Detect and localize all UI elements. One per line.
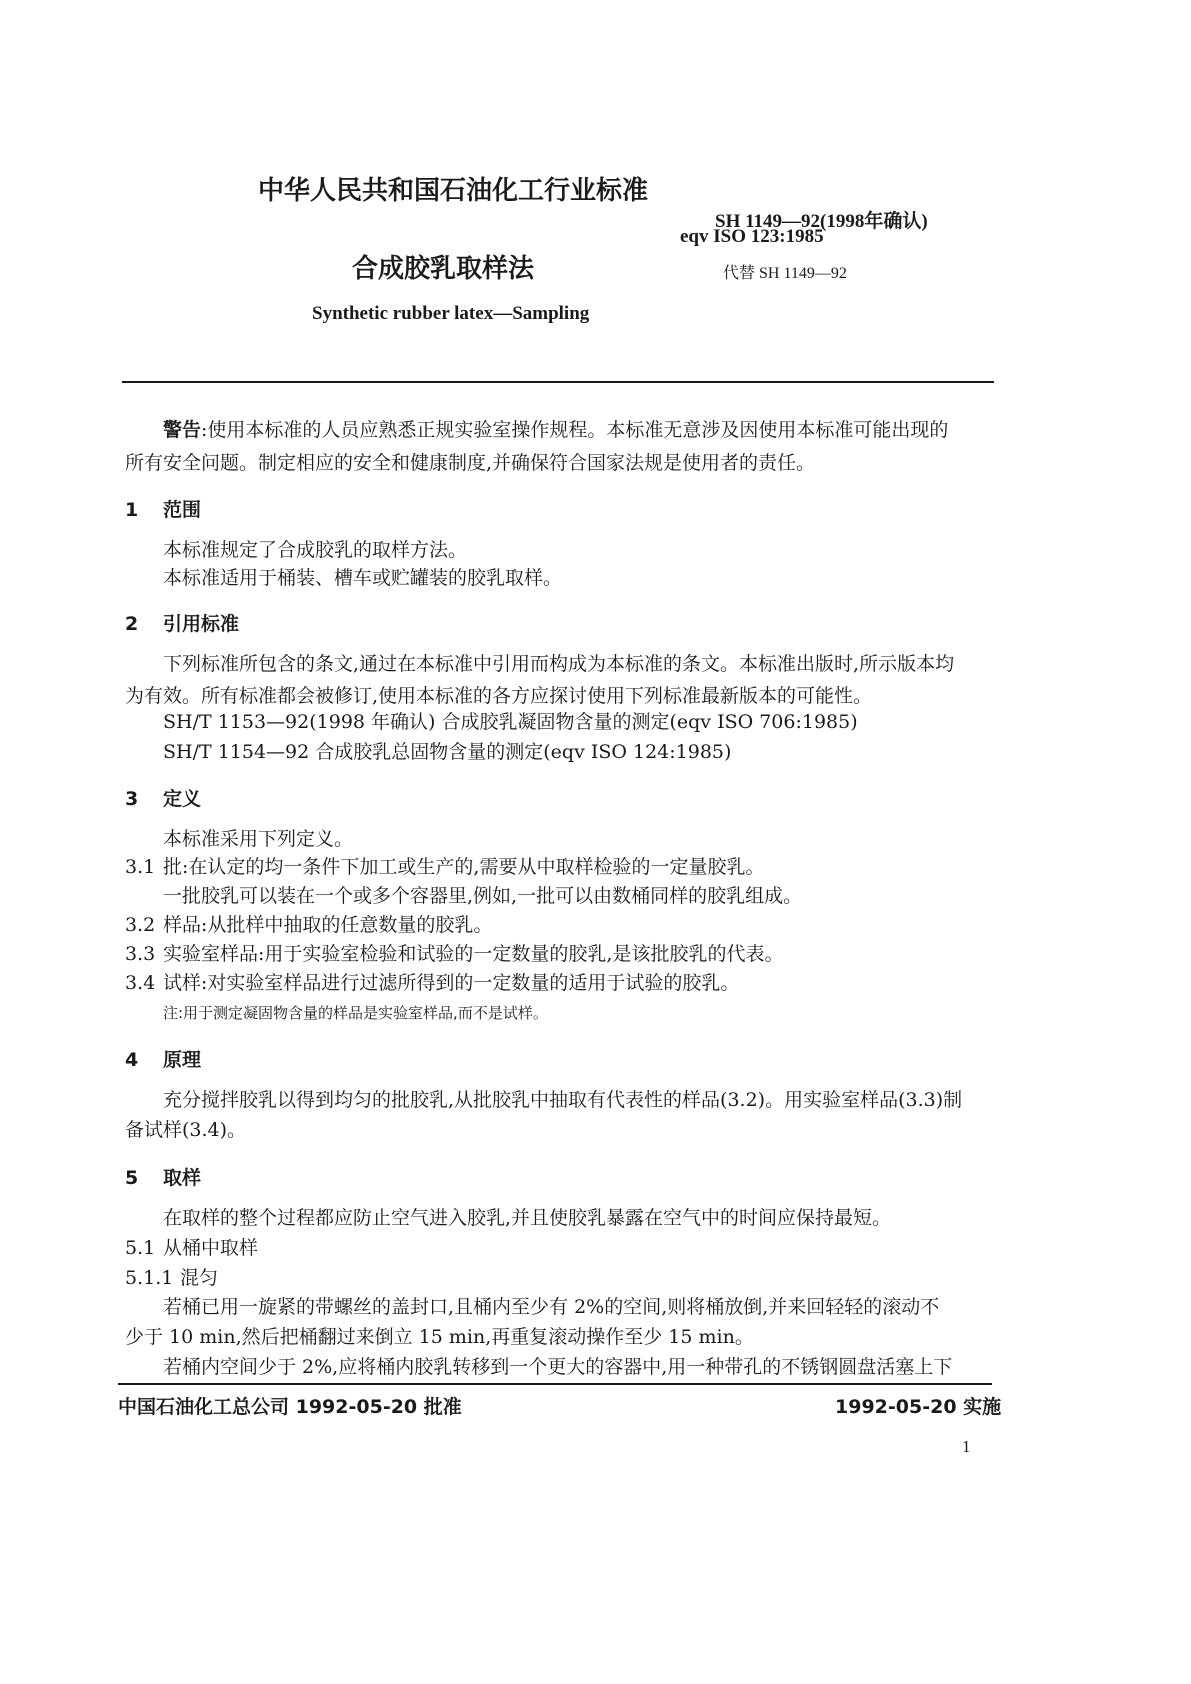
section-2-heading: 2 引用标准 [125, 613, 240, 635]
definition-3-1-continued: 一批胶乳可以装在一个或多个容器里,例如,一批可以由数桶同样的胶乳组成。 [163, 885, 803, 907]
section-1-para-2: 本标准适用于桶装、槽车或贮罐装的胶乳取样。 [163, 567, 563, 589]
section-5-para-2a: 若桶已用一旋紧的带螺丝的盖封口,且桶内至少有 2%的空间,则将桶放倒,并来回轻轻的滚动不 [163, 1296, 940, 1318]
issuing-body-title: 中华人民共和国石油化工行业标准 [258, 176, 649, 206]
document-title: 合成胶乳取样法 [352, 254, 535, 284]
warning-line-2: 所有安全问题。制定相应的安全和健康制度,并确保符合国家法规是使用者的责任。 [125, 452, 816, 474]
section-5-para-3: 若桶内空间少于 2%,应将桶内胶乳转移到一个更大的容器中,用一种带孔的不锈钢圆盘活塞上下 [163, 1356, 953, 1378]
document-title-english: Synthetic rubber latex—Sampling [312, 303, 590, 324]
section-4-heading: 4 原理 [125, 1049, 202, 1071]
section-1-heading: 1 范围 [125, 499, 202, 521]
standard-number: SH 1149—92(1998年确认) [715, 211, 928, 232]
subsection-5-1-1: 5.1.1 混匀 [125, 1267, 219, 1289]
warning-label: 警告 [163, 419, 202, 441]
subsection-5-1: 5.1 从桶中取样 [125, 1237, 259, 1259]
definition-3-2: 3.2 样品:从批样中抽取的任意数量的胶乳。 [125, 914, 493, 936]
section-3-intro: 本标准采用下列定义。 [163, 828, 354, 850]
section-3-heading: 3 定义 [125, 788, 202, 810]
page-number: 1 [962, 1437, 971, 1456]
definition-3-1: 3.1 批:在认定的均一条件下加工或生产的,需要从中取样检验的一定量胶乳。 [125, 856, 765, 878]
section-5-para-1: 在取样的整个过程都应防止空气进入胶乳,并且使胶乳暴露在空气中的时间应保持最短。 [163, 1207, 892, 1229]
section-5-heading: 5 取样 [125, 1167, 202, 1189]
section-2-para-1b: 为有效。所有标准都会被修订,使用本标准的各方应探讨使用下列标准最新版本的可能性。 [125, 685, 873, 707]
header-divider [122, 381, 994, 383]
warning-text-1: :使用本标准的人员应熟悉正规实验室操作规程。本标准无意涉及因使用本标准可能出现的 [201, 419, 949, 441]
replaces-standard: 代替 SH 1149—92 [723, 265, 847, 282]
approval-statement: 中国石油化工总公司 1992-05-20 批准 [118, 1396, 462, 1418]
equivalent-standard: eqv ISO 123:1985 [680, 226, 824, 247]
reference-standard-1: SH/T 1153—92(1998 年确认) 合成胶乳凝固物含量的测定(eqv ISO 706:1985) [163, 711, 858, 733]
definition-3-3: 3.3 实验室样品:用于实验室检验和试验的一定数量的胶乳,是该批胶乳的代表。 [125, 943, 784, 965]
section-1-para-1: 本标准规定了合成胶乳的取样方法。 [163, 539, 468, 561]
section-4-para-1a: 充分搅拌胶乳以得到均匀的批胶乳,从批胶乳中抽取有代表性的样品(3.2)。用实验室样品(3.3)制 [163, 1089, 963, 1111]
effective-date: 1992-05-20 实施 [835, 1396, 1002, 1418]
footer-divider [118, 1383, 992, 1385]
section-2-para-1a: 下列标准所包含的条文,通过在本标准中引用而构成为本标准的条文。本标准出版时,所示版本均 [163, 653, 955, 675]
definition-note: 注:用于测定凝固物含量的样品是实验室样品,而不是试样。 [163, 1004, 548, 1022]
definition-3-4: 3.4 试样:对实验室样品进行过滤所得到的一定数量的适用于试验的胶乳。 [125, 972, 740, 994]
section-4-para-1b: 备试样(3.4)。 [125, 1119, 247, 1141]
warning-line-1 [163, 418, 948, 443]
reference-standard-2: SH/T 1154—92 合成胶乳总固物含量的测定(eqv ISO 124:1985) [163, 741, 732, 763]
section-5-para-2b: 少于 10 min,然后把桶翻过来倒立 15 min,再重复滚动操作至少 15 min。 [125, 1326, 754, 1348]
